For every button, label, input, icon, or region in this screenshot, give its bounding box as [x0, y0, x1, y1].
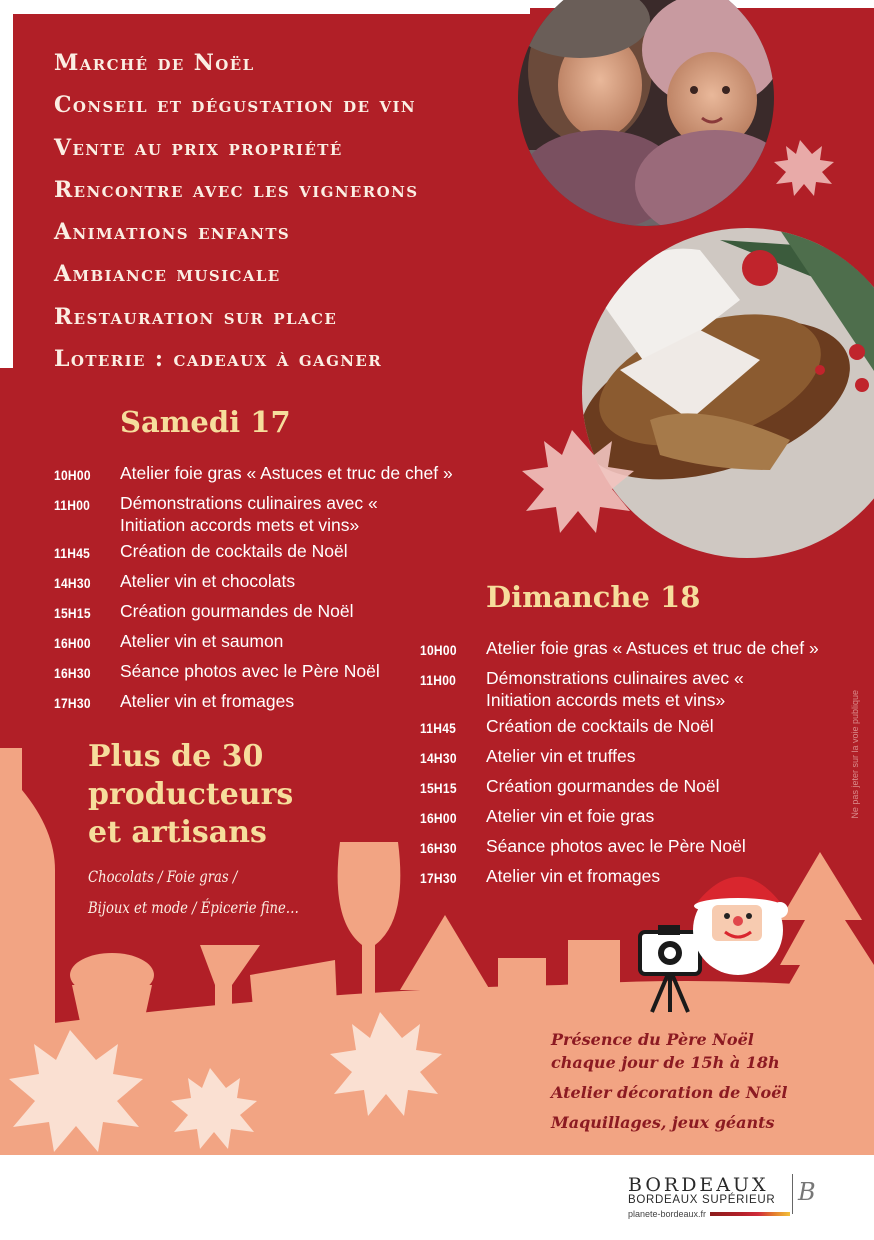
activity-item: Animations enfants [54, 219, 291, 246]
sunday-title: Dimanche 18 [486, 580, 701, 614]
schedule-time: 17H30 [420, 870, 457, 886]
schedule-activity: Atelier foie gras « Astuces et truc de chef » [120, 463, 453, 483]
schedule-time: 11H45 [420, 720, 457, 736]
schedule-activity: Atelier vin et chocolats [120, 571, 296, 591]
schedule-time: 11H00 [54, 497, 91, 513]
logo-sub: BORDEAUX SUPÉRIEUR [628, 1194, 776, 1206]
schedule-time: 16H30 [420, 840, 457, 856]
schedule-row [420, 667, 860, 711]
schedule-activity: Démonstrations culinaires avec « Initiation accords mets et vins» [486, 668, 744, 710]
schedule-time: 11H45 [54, 545, 91, 561]
schedule-activity: Démonstrations culinaires avec « Initiation accords mets et vins» [120, 493, 378, 535]
schedule-time: 16H00 [420, 810, 457, 826]
schedule-activity: Atelier vin et saumon [120, 631, 284, 651]
saturday-title: Samedi 17 [120, 405, 291, 439]
schedule-row [54, 570, 504, 594]
schedule-activity: Création de cocktails de Noël [120, 541, 348, 561]
schedule-row [54, 462, 504, 486]
schedule-time: 10H00 [54, 467, 91, 483]
schedule-time: 16H00 [54, 635, 91, 651]
santa-info [551, 1028, 787, 1141]
logo-mark: B [798, 1178, 816, 1206]
schedule-activity: Atelier vin et truffes [486, 746, 636, 766]
schedule-row [420, 637, 860, 661]
schedule-row [420, 745, 860, 769]
logo-url[interactable]: planete-bordeaux.fr [628, 1209, 707, 1219]
santa-info-line: chaque jour de 15h à 18h [551, 1053, 780, 1072]
santa-info-line: Maquillages, jeux géants [551, 1113, 775, 1132]
schedule-row [420, 835, 860, 859]
schedule-activity: Atelier foie gras « Astuces et truc de chef » [486, 638, 819, 658]
producers-line: producteurs [88, 777, 294, 812]
schedule-time: 15H15 [54, 605, 91, 621]
schedule-time: 11H00 [420, 672, 457, 688]
activities-list [54, 48, 418, 386]
cheese-icon [250, 960, 338, 1030]
schedule-row [54, 492, 504, 536]
vine-leaf-icon [774, 140, 834, 196]
schedule-activity: Création gourmandes de Noël [120, 601, 354, 621]
tree-icon [390, 915, 500, 1040]
schedule-time: 15H15 [420, 780, 457, 796]
producers-line: et artisans [88, 815, 267, 850]
activity-item: Loterie : cadeaux à gagner [54, 346, 383, 373]
logo-stripe [710, 1212, 790, 1216]
products-line: Chocolats / Foie gras / [88, 868, 238, 886]
gift-icon [498, 958, 546, 1008]
producers-heading [88, 738, 388, 852]
bordeaux-logo[interactable] [628, 1174, 828, 1219]
santa-presence [551, 1028, 787, 1074]
schedule-row [420, 805, 860, 829]
logo-b-icon [792, 1174, 822, 1214]
schedule-activity: Atelier vin et foie gras [486, 806, 655, 826]
family-photo [500, 0, 800, 250]
stollen-photo [560, 220, 874, 580]
logo-brand: BORDEAUX [628, 1174, 769, 1196]
activity-item: Vente au prix propriété [54, 134, 343, 161]
sunday-schedule [420, 637, 860, 895]
products-line: Bijoux et mode / Épicerie fine… [88, 899, 299, 917]
schedule-row [420, 715, 860, 739]
schedule-activity: Création de cocktails de Noël [486, 716, 714, 736]
activity-item: Ambiance musicale [54, 261, 281, 288]
schedule-row [420, 865, 860, 889]
schedule-activity: Séance photos avec le Père Noël [120, 661, 380, 681]
producers-line: Plus de 30 [88, 739, 264, 774]
bottle-icon [0, 748, 55, 1060]
schedule-row [420, 775, 860, 799]
schedule-time: 14H30 [420, 750, 457, 766]
schedule-activity: Création gourmandes de Noël [486, 776, 720, 796]
side-notice: Ne pas jeter sur la voie publique [850, 690, 860, 819]
activity-item: Rencontre avec les vignerons [54, 176, 419, 203]
santa-info-line: Présence du Père Noël [551, 1030, 754, 1049]
schedule-row [54, 600, 504, 624]
activity-item: Conseil et dégustation de vin [54, 92, 417, 119]
schedule-time: 10H00 [420, 642, 457, 658]
products-list [88, 862, 299, 924]
schedule-activity: Atelier vin et fromages [120, 691, 295, 711]
activity-item: Marché de Noël [54, 50, 255, 76]
schedule-row [54, 540, 504, 564]
santa-info-line: Atelier décoration de Noël [551, 1083, 788, 1102]
schedule-time: 14H30 [54, 575, 91, 591]
schedule-time: 17H30 [54, 695, 91, 711]
schedule-activity: Séance photos avec le Père Noël [486, 836, 746, 856]
activity-item: Restauration sur place [54, 303, 338, 330]
schedule-time: 16H30 [54, 665, 91, 681]
schedule-activity: Atelier vin et fromages [486, 866, 661, 886]
